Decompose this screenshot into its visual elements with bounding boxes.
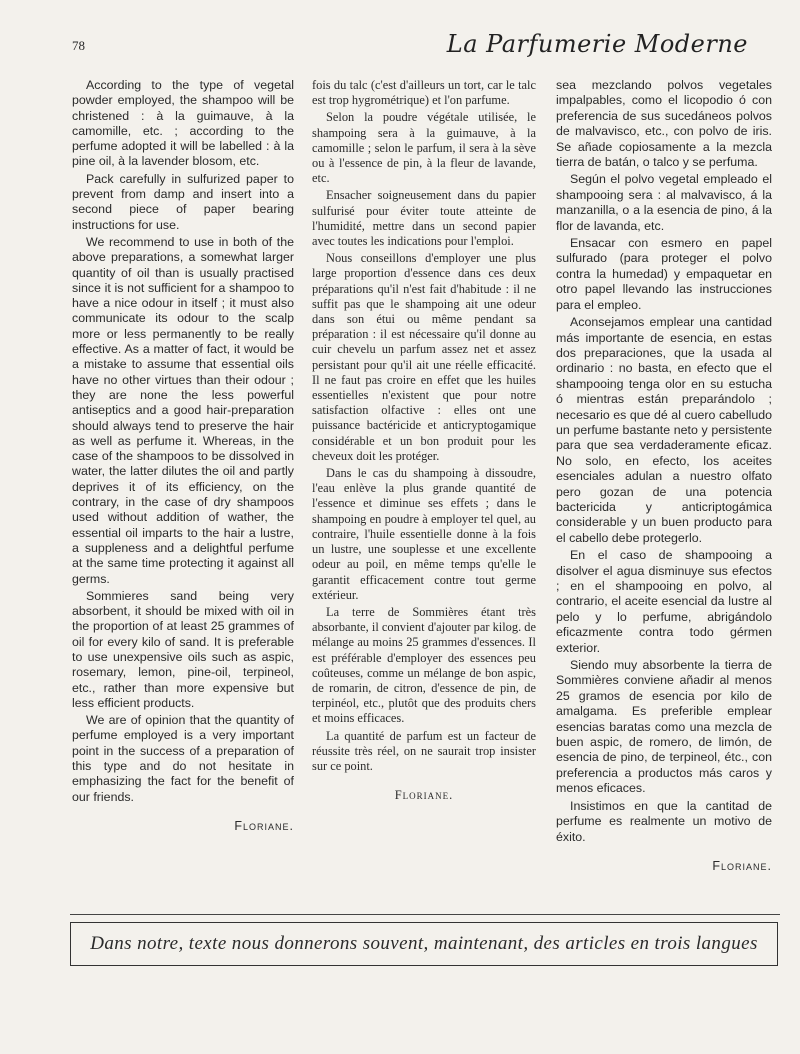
paragraph: En el caso de shampooing a disolver el agua disminuye sus efectos ; en el shampooing en polvo, al contrario, el aceite esencial da lustre al pelo y lo perfume, abrigándolo eficazmente contra todo gérmen exterior. xyxy=(556,548,772,655)
author-signature: Floriane. xyxy=(394,788,454,803)
paragraph: Siendo muy absorbente la tierra de Sommières conviene añadir al menos 25 gramos de esencia por kilo de amalgama. Es preferible emplear esencias baratas como una mezcla de buen aspic, de romero, de limón, de esencia de pino, de terpineol, étc., con preferencia a productos más caros y menos eficaces. xyxy=(556,658,772,796)
paragraph: fois du talc (c'est d'ailleurs un tort, car le talc est trop hygrométrique) et l'on parfume. xyxy=(312,78,536,108)
magazine-masthead: La Parfumerie Moderne xyxy=(446,30,748,58)
paragraph: Ensacher soigneusement dans du papier sulfurisé pour éviter toute atteinte de l'humidité, mettre dans un second papier avec toutes les indications pour l'emploi. xyxy=(312,188,536,249)
french-column xyxy=(312,78,536,803)
page-number: 78 xyxy=(72,38,85,53)
paragraph: Según el polvo vegetal empleado el shampooing sera : al malvavisco, á la manzanilla, o a la esencia de pino, á la flor de lavanda, etc. xyxy=(556,172,772,233)
paragraph: sea mezclando polvos vegetales impalpables, como el licopodio ó con preferencia de sus sucedáneos polvos de malvavisco, etc., con polvo de iris. Se añade copiosamente a la mezcla tierra de batán, o talco y se perfuma. xyxy=(556,78,772,170)
paragraph: Dans le cas du shampoing à dissoudre, l'eau enlève la plus grande quantité de l'essence et diminue ses effets ; dans le shampoing en poudre à employer tel quel, au contraire, l'huile essentielle donne à la fois un lustre, une souplesse et une excellente odeur au poil, en même temps qu'elle le garantit efficacement contre tout germe extérieur. xyxy=(312,466,536,602)
paragraph: Nous conseillons d'employer une plus large proportion d'essence dans ces deux préparations qu'il n'est fait d'habitude : il ne suffit pas que le shampoing ait une odeur dans son étui ou même pendant sa préparation : il est nécessaire qu'il donne au cuir chevelu un parfum assez net et assez persistant pour qu'il ait une réelle efficacité. Il ne faut pas croire en effet que les huiles essentielles n'existent que pour notre satisfaction olfactive : elles ont une puissance bactéricide et anticryptogamique considérable et un bon produit pour les cheveux doit les protéger. xyxy=(312,251,536,463)
paragraph: We recommend to use in both of the above preparations, a somewhat larger quantity of oil than is usually practised since it is not sufficient for a shampoo to have a nice odour in itself ; it must also communicate its odour to the scalp more or less permanently to be really effective. As a matter of fact, it would be a mistake to assume that essential oils have no other virtues than their odour ; they are none the less powerful antiseptics and a good hair-preparation should always tend to preserve the hair as well as perfume it. Whereas, in the case of the shampoos to be dissolved in water, the latter dilutes the oil and partly deprives it of its efficiency, on the contrary, in the case of dry shampoos used without addition of wather, the essential oil imparts to the hair a lustre, a suppleness and a delightful perfume at the same time protecting it against all germs. xyxy=(72,234,294,586)
paragraph: Selon la poudre végétale utilisée, le shampoing sera à la guimauve, à la camomille ; selon le parfum, il sera à la sève ou à l'essence de pin, à la fleur de lavande, etc. xyxy=(312,110,536,186)
divider xyxy=(70,914,780,915)
paragraph: According to the type of vegetal powder employed, the shampoo will be christened : à la guimauve, à la camomille, etc. ; according to the perfume adopted it will be labelled : à la pine oil, à la lavender blosom, etc. xyxy=(72,78,294,169)
paragraph: Ensacar con esmero en papel sulfurado (para proteger el polvo contra la humedad) y empaquetar en otro papel llevando las instrucciones para el empleo. xyxy=(556,236,772,312)
three-languages-notice: Dans notre, texte nous donnerons souvent, maintenant, des articles en trois langues xyxy=(70,922,778,966)
spanish-column xyxy=(556,78,772,874)
paragraph: La terre de Sommières étant très absorbante, il convient d'ajouter par kilog. de mélange au moins 25 grammes d'essences. Il est préférable d'employer des essences peu coûteuses, comme un mélange de bon aspic, de romarin, de citron, d'essence de pin, de terpinéol, etc., plutôt que des produits chers et moins efficaces. xyxy=(312,604,536,726)
author-signature: Floriane. xyxy=(712,858,772,873)
paragraph: We are of opinion that the quantity of perfume employed is a very important point in the success of a preparation of this type and do not hesitate in emphasizing the fact for the benefit of our friends. xyxy=(72,713,294,804)
paragraph: Aconsejamos emplear una cantidad más importante de esencia, en estas dos preparaciones, que la usada al ordinario : no basta, en efecto que el shampooing tenga olor en su estucha ó mientras están preparándolo ; necesario es que dé al cuero cabelludo un perfume bastante neto y persistente para que sea verdaderamente eficaz. No solo, en efecto, los aceites esenciales adulan a nuestro olfato pero gozan de una potencia bactericida y anticriptogámica considerable y un buen producto para el cabello debe protegerlo. xyxy=(556,315,772,545)
english-column xyxy=(72,78,294,834)
author-signature: Floriane. xyxy=(234,818,294,833)
paragraph: Pack carefully in sulfurized paper to prevent from damp and insert into a second piece of paper bearing instructions for use. xyxy=(72,171,294,232)
paragraph: Insistimos en que la cantitad de perfume es realmente un motivo de éxito. xyxy=(556,798,772,844)
paragraph: Sommieres sand being very absorbent, it should be mixed with oil in the proportion of at least 25 grammes of oil for every kilo of sand. It is preferable to use unexpensive oils such as aspic, rosemary, lemon, pine-oil, terpineol, etc., rather than more expensive but less efficient products. xyxy=(72,588,294,710)
paragraph: La quantité de parfum est un facteur de réussite très réel, on ne saurait trop insister sur ce point. xyxy=(312,728,536,773)
